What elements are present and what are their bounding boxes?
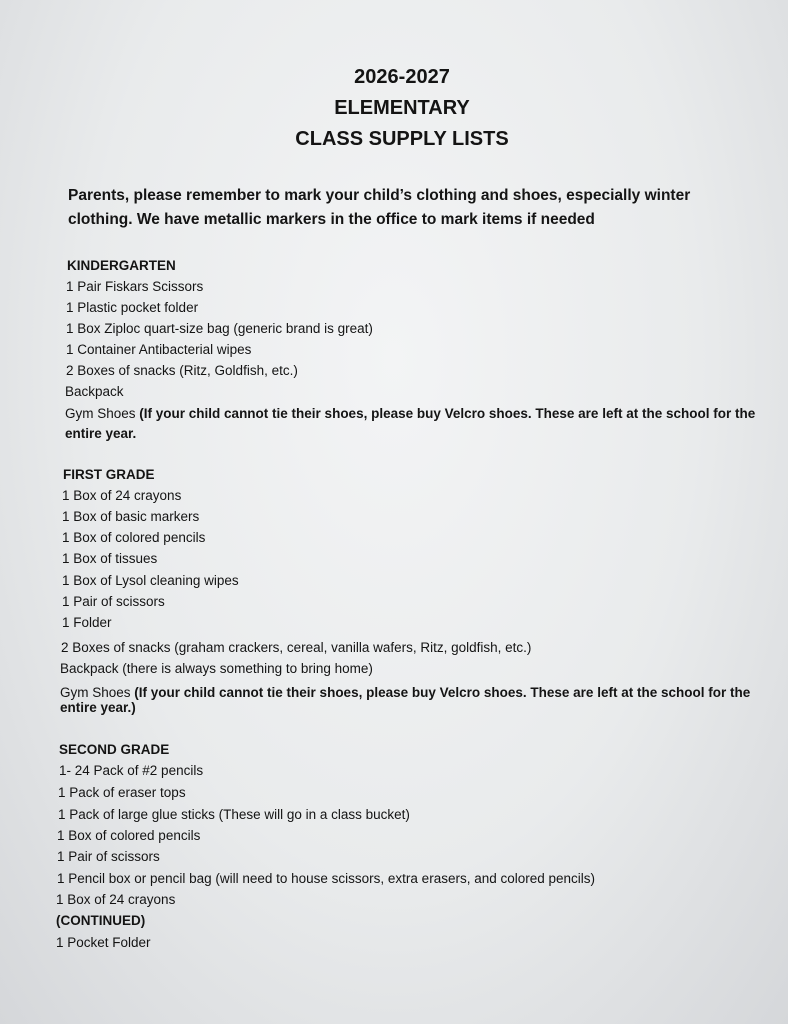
kindergarten-gym-shoes [65, 405, 755, 423]
first-grade-item: 1 Box of tissues [62, 551, 158, 566]
second-grade-item: 1 Pair of scissors [57, 849, 160, 864]
first-grade-heading: FIRST GRADE [63, 467, 155, 482]
second-grade-item: 1 Pocket Folder [56, 935, 151, 950]
gym-shoes-note-continued: entire year.) [60, 700, 136, 715]
gym-shoes-note: (If your child cannot tie their shoes, please buy Velcro shoes. These are left at the school for the [134, 685, 751, 700]
second-grade-item: 1 Box of 24 crayons [56, 892, 176, 907]
kindergarten-heading: KINDERGARTEN [67, 258, 176, 273]
document-school: ELEMENTARY [334, 97, 470, 119]
gym-shoes-note: (If your child cannot tie their shoes, please buy Velcro shoes. These are left at the school for the [139, 406, 756, 421]
kindergarten-item: 1 Plastic pocket folder [66, 300, 199, 315]
first-grade-item: Backpack (there is always something to bring home) [60, 661, 373, 676]
gym-shoes-note-continued: entire year. [65, 426, 137, 441]
document-title: CLASS SUPPLY LISTS [295, 128, 509, 150]
first-grade-item: 1 Box of Lysol cleaning wipes [62, 573, 239, 588]
second-grade-item: 1 Pack of large glue sticks (These will go in a class bucket) [58, 807, 410, 822]
second-grade-heading: SECOND GRADE [59, 742, 170, 757]
parent-note-line-2: clothing. We have metallic markers in the office to mark items if needed [68, 211, 595, 228]
first-grade-item: 1 Box of basic markers [62, 509, 200, 524]
first-grade-gym-shoes [60, 684, 750, 702]
second-grade-item: 1 Pack of eraser tops [58, 785, 186, 800]
first-grade-item: 1 Folder [62, 615, 112, 630]
document-year: 2026-2027 [354, 66, 450, 88]
second-grade-item: 1 Box of colored pencils [57, 828, 201, 843]
first-grade-item: 1 Box of colored pencils [62, 530, 206, 545]
second-grade-item: 1 Pencil box or pencil bag (will need to house scissors, extra erasers, and colored pencils) [57, 871, 596, 886]
kindergarten-item: 1 Pair Fiskars Scissors [66, 279, 204, 294]
parent-note-line-1: Parents, please remember to mark your child’s clothing and shoes, especially winter [68, 187, 691, 204]
kindergarten-item: Backpack [65, 384, 124, 399]
first-grade-item: 1 Box of 24 crayons [62, 488, 182, 503]
second-grade-item: 1- 24 Pack of #2 pencils [59, 763, 204, 778]
kindergarten-item: 1 Container Antibacterial wipes [66, 342, 252, 357]
first-grade-item: 1 Pair of scissors [62, 594, 165, 609]
first-grade-item: 2 Boxes of snacks (graham crackers, cereal, vanilla wafers, Ritz, goldfish, etc.) [61, 640, 532, 655]
kindergarten-item: 2 Boxes of snacks (Ritz, Goldfish, etc.) [66, 363, 298, 378]
continued-label: (CONTINUED) [56, 913, 146, 928]
kindergarten-item: 1 Box Ziploc quart-size bag (generic brand is great) [66, 321, 373, 336]
gym-shoes-label: Gym Shoes [65, 406, 136, 421]
gym-shoes-label: Gym Shoes [60, 685, 131, 700]
